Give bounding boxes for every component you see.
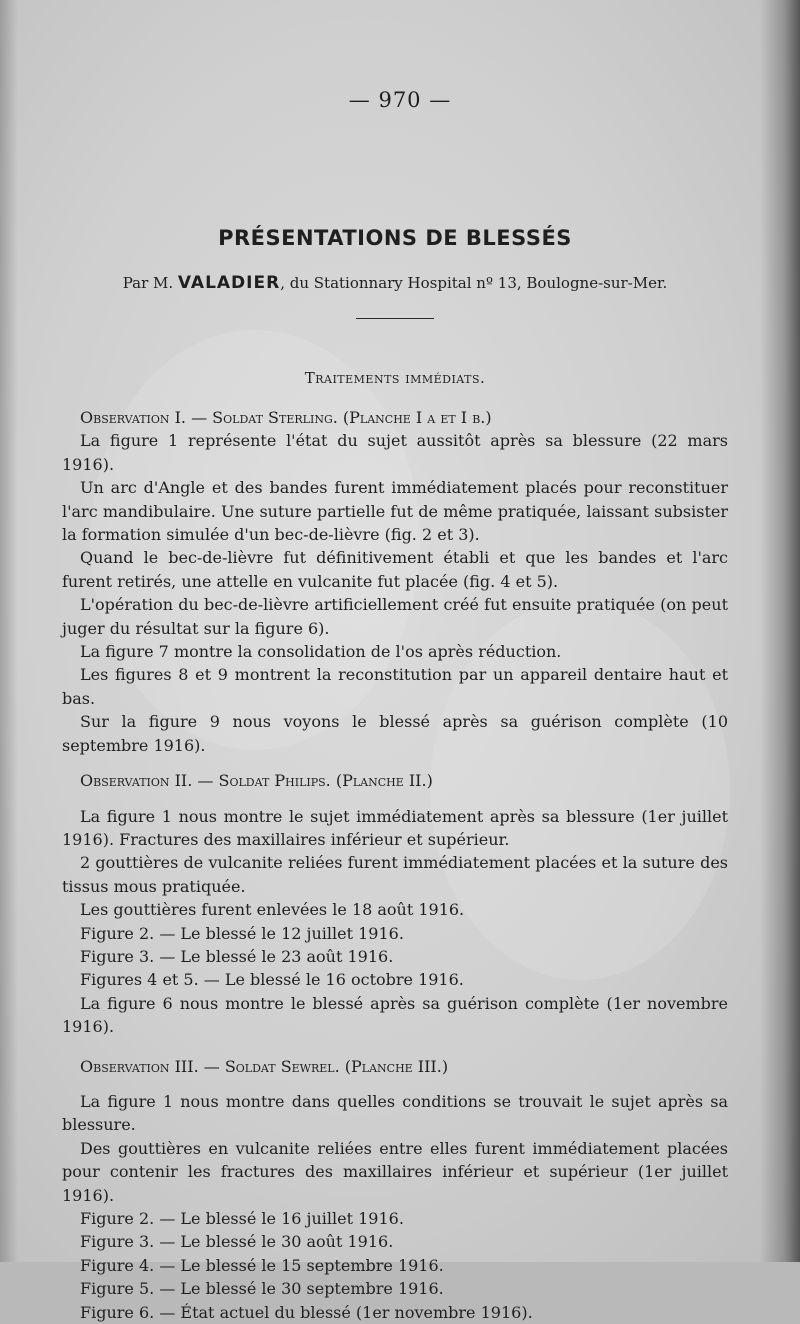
paragraph: 2 gouttières de vulcanite reliées furent immédiatement placées et la suture des tissus mous pratiquée.: [62, 853, 728, 896]
paragraph: La figure 6 nous montre le blessé après sa guérison complète (1er novembre 1916).: [62, 993, 728, 1037]
paragraph: Un arc d'Angle et des bandes furent immédiatement placés pour reconstituer l'arc mandibulaire. Une suture partielle fut de même pratiquée, laissant subsister la formation simulée d'un bec-de-lièvre (fig. 2 et 3).: [62, 478, 728, 545]
paragraph: La figure 7 montre la consolidation de l'os après réduction.: [80, 642, 562, 662]
paragraph: Figures 4 et 5. — Le blessé le 16 octobre 1916.: [80, 970, 464, 990]
paragraph: Figure 3. — Le blessé le 30 août 1916.: [80, 1232, 394, 1252]
paragraph: La figure 1 nous montre dans quelles conditions se trouvait le sujet après sa blessure.: [62, 1091, 728, 1135]
title-divider: [356, 318, 434, 319]
article-title: PRÉSENTATIONS DE BLESSÉS: [218, 226, 572, 250]
paragraph: La figure 1 représente l'état du sujet aussitôt après sa blessure (22 mars 1916).: [62, 431, 728, 474]
byline: [0, 273, 790, 293]
body-text: [62, 406, 728, 1324]
byline-prefix: Par M.: [122, 274, 178, 292]
author-affiliation: , du Stationnary Hospital nº 13, Boulogne-sur-Mer.: [280, 274, 668, 292]
paragraph: Figure 4. — Le blessé le 15 septembre 1916.: [80, 1255, 444, 1275]
paragraph: Figure 5. — Le blessé le 30 septembre 1916.: [80, 1279, 444, 1299]
paragraph: Des gouttières en vulcanite reliées entre elles furent immédiatement placées pour contenir les fractures des maxillaires inférieur et supérieur (1er juillet 1916).: [62, 1138, 728, 1205]
paragraph: L'opération du bec-de-lièvre artificiellement créé fut ensuite pratiquée (on peut juger du résultat sur la figure 6).: [62, 595, 728, 638]
paragraph: Quand le bec-de-lièvre fut définitivement établi et que les bandes et l'arc furent retirés, une attelle en vulcanite fut placée (fig. 4 et 5).: [62, 548, 728, 591]
paragraph: Les figures 8 et 9 montrent la reconstitution par un appareil dentaire haut et bas.: [62, 665, 728, 708]
paragraph: La figure 1 nous montre le sujet immédiatement après sa blessure (1er juillet 1916). Fractures des maxillaires inférieur et supérieur.: [62, 806, 728, 849]
observation-heading: Observation III. — Soldat Sewrel. (Planche III.): [80, 1056, 449, 1076]
observation-heading: Observation II. — Soldat Philips. (Planche II.): [80, 771, 433, 791]
paragraph: Sur la figure 9 nous voyons le blessé après sa guérison complète (10 septembre 1916).: [62, 712, 728, 755]
paragraph: Figure 2. — Le blessé le 16 juillet 1916.: [80, 1209, 404, 1228]
author-name: VALADIER: [177, 273, 281, 293]
page-right-edge-shadow: [760, 0, 800, 1262]
page-left-edge-shadow: [0, 0, 18, 1262]
section-heading: Traitements immédiats.: [304, 369, 486, 387]
paragraph: Les gouttières furent enlevées le 18 août 1916.: [80, 900, 465, 920]
paragraph: Figure 6. — État actuel du blessé (1er novembre 1916).: [80, 1302, 533, 1322]
page-number: — 970 —: [348, 88, 452, 112]
observation-heading: Observation I. — Soldat Sterling. (Planche I a et I b.): [80, 408, 492, 427]
paragraph: Figure 3. — Le blessé le 23 août 1916.: [80, 946, 394, 966]
paragraph: Figure 2. — Le blessé le 12 juillet 1916.: [80, 923, 404, 943]
